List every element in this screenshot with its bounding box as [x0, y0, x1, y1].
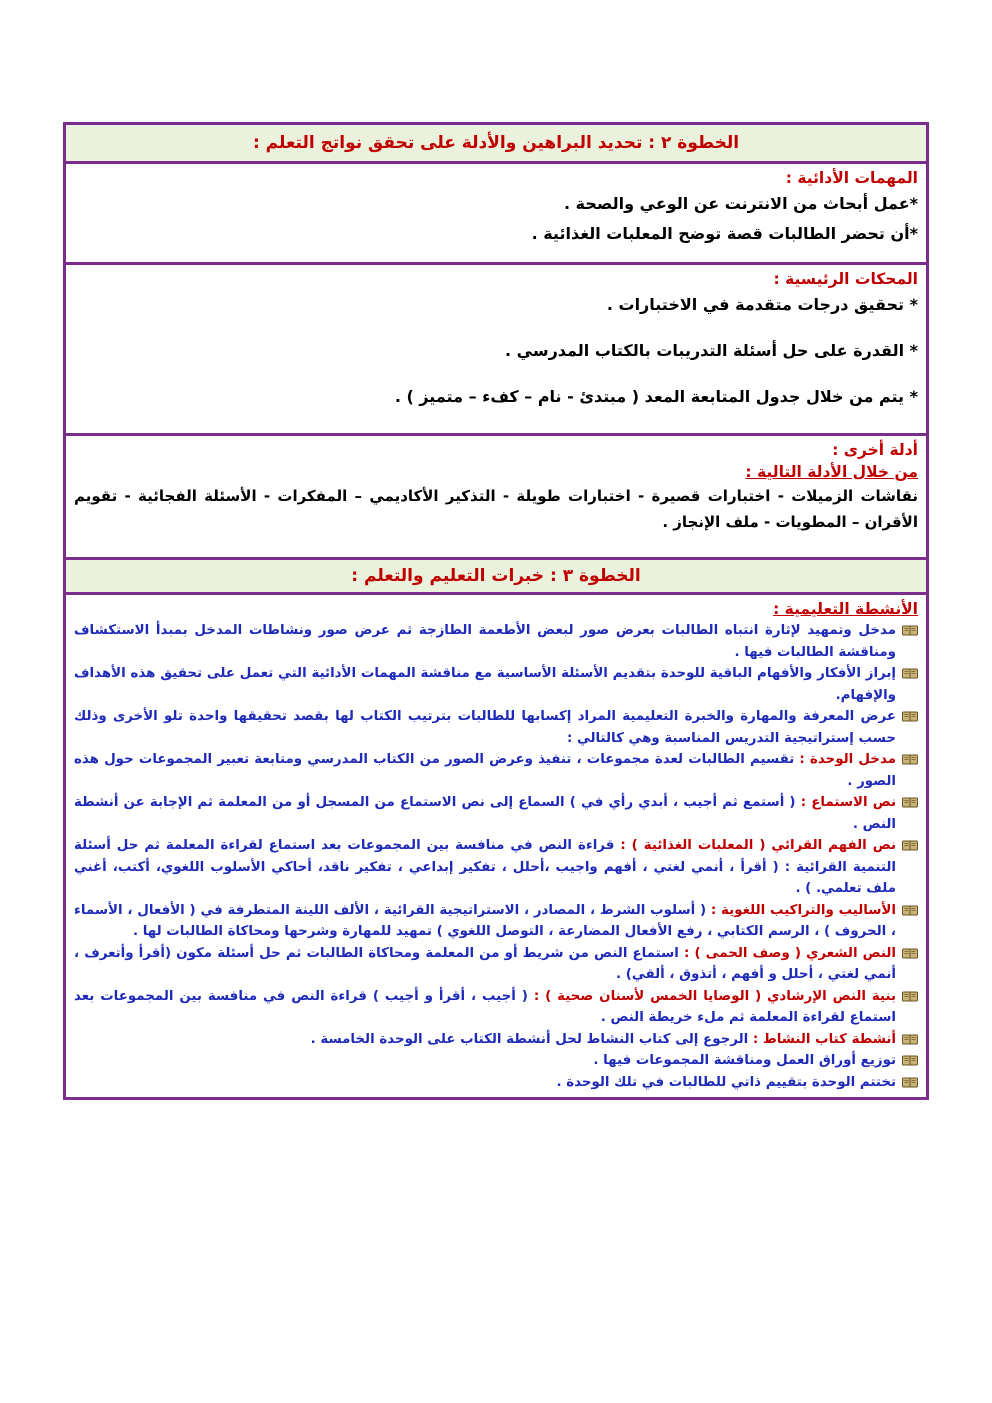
book-icon [902, 1055, 918, 1066]
other-evidence-subtitle: من خلال الأدلة التالية : [745, 463, 918, 481]
book-icon [902, 1077, 918, 1088]
book-icon [902, 754, 918, 765]
activity-item [74, 1050, 918, 1072]
activity-item [74, 1029, 918, 1051]
activity-label: بنية النص الإرشادي ( الوصايا الخمس لأسنان صحية ) : [533, 988, 896, 1004]
activity-text: تقسيم الطالبات لعدة مجموعات ، تنفيذ وعرض الصور من الكتاب المدرسي ومتابعة تعبير المجموعات حول هذه الصور . [74, 752, 896, 789]
other-evidence-text: نقاشات الزميلات - اختبارات قصيرة - اختبارات طويلة - التذكير الأكاديمي – المفكرات - الأسئلة الفجائية - تقويم الأقران – المطويات - ملف الإنجاز . [74, 487, 918, 531]
activity-item [74, 900, 918, 943]
activity-item [74, 835, 918, 900]
main-criteria-title: المحكات الرئيسية : [773, 270, 918, 288]
activities-list [74, 620, 918, 1093]
criteria-item: * تحقيق درجات متقدمة في الاختبارات . [606, 295, 918, 314]
activity-text: إبراز الأفكار والأفهام الباقية للوحدة بتقديم الأسئلة الأساسية مع مناقشة المهمات الأدائية التي تعمل على تحقيق هذه الأهداف والإفهام. [74, 666, 896, 703]
activity-item [74, 620, 918, 663]
book-icon [902, 905, 918, 916]
activity-label: النص الشعري ( وصف الحمى ) : [684, 945, 896, 961]
activity-text: الرجوع إلى كتاب النشاط لحل أنشطة الكتاب على الوحدة الخامسة . [310, 1031, 753, 1047]
activity-label: أنشطة كتاب النشاط : [752, 1031, 896, 1047]
step3-header [66, 560, 926, 595]
activity-item [74, 986, 918, 1029]
other-evidence-title: أدلة أخرى : [832, 441, 918, 459]
activity-label: الأساليب والتراكيب اللغوية : [710, 902, 896, 918]
activity-text: ( أسلوب الشرط ، المصادر ، الاستراتيجية القرائية ، الألف اللينة المتطرفة في ( الأفعال ، الأسماء ، الحروف ) ، الرسم الكتابي ، رفع الأفعال المضارعة ، التوصل اللغوي ) تمهيد للمهارة وشرحها ومحاكاة الطالبات لها . [74, 902, 896, 939]
activity-text: تختتم الوحدة بتقييم ذاتي للطالبات في تلك الوحدة . [556, 1074, 896, 1090]
plan-table [63, 122, 929, 1100]
activities-section [66, 595, 926, 1097]
criteria-item: * القدرة على حل أسئلة التدريبات بالكتاب المدرسي . [505, 341, 918, 360]
activity-text: قراءة النص في منافسة بين المجموعات بعد استماع لقراءة المعلمة ثم حل أسئلة التنمية القرائية : ( أقرأ ، أنمي لغتي ، أفهم واجيب ،أحلل ، تفكير إبداعي ، تفكير ناقد، أحاكي الأسلوب اللغوي، أكتب، أغني ملف تعلمي. ) . [74, 838, 896, 896]
task-item: *عمل أبحاث من الانترنت عن الوعي والصحة . [563, 194, 918, 213]
activity-label: نص الاستماع : [800, 795, 896, 810]
activity-text: مدخل وتمهيد لإثارة انتباه الطالبات بعرض صور لبعض الأطعمة الطازجة ثم عرض صور ونشاطات المدخل بمبدأ الاستكشاف ومناقشة الطالبات فيها . [74, 623, 896, 660]
book-icon [902, 797, 918, 808]
book-icon [902, 625, 918, 636]
activity-item [74, 749, 918, 792]
other-evidence-section [66, 436, 926, 560]
activity-item [74, 792, 918, 835]
activity-text: ( أجيب ، أقرأ و أجيب ) قراءة النص في منافسة بين المجموعات بعد استماع لقراءة المعلمة ثم ملء خريطة النص . [74, 988, 896, 1025]
activity-item [74, 1072, 918, 1094]
book-icon [902, 711, 918, 722]
activity-item [74, 706, 918, 749]
activity-label: مدخل الوحدة : [799, 752, 896, 767]
step2-header-text: الخطوة ٢ : تحديد البراهين والأدلة على تحقق نواتج التعلم : [252, 133, 740, 153]
activity-item [74, 663, 918, 706]
step3-header-text: الخطوة ٣ : خبرات التعليم والتعلم : [351, 566, 641, 586]
activity-item [74, 943, 918, 986]
book-icon [902, 1034, 918, 1045]
criteria-item: * يتم من خلال جدول المتابعة المعد ( مبتدئ - نام – كفء – متميز ) . [394, 387, 918, 406]
activity-text: عرض المعرفة والمهارة والخبرة التعليمية المراد إكسابها للطالبات بترتيب الكتاب لها بقصد تحقيقها واحدة تلو الأخرى وذلك حسب إستراتيجية التدريس المناسبة وهي كالتالي : [74, 709, 896, 746]
book-icon [902, 991, 918, 1002]
book-icon [902, 948, 918, 959]
activity-text: ( أستمع ثم أجيب ، أبدي رأي في ) السماع إلى نص الاستماع من المسجل أو من المعلمة ثم الإجابة عن أنشطة النص . [74, 795, 896, 832]
activity-text: توزيع أوراق العمل ومناقشة المجموعات فيها . [593, 1053, 896, 1068]
main-criteria-section [66, 265, 926, 436]
performance-tasks-title: المهمات الأدائية : [785, 169, 918, 187]
activities-title: الأنشطة التعليمية : [773, 600, 918, 618]
book-icon [902, 840, 918, 851]
book-icon [902, 668, 918, 679]
activity-text: استماع النص من شريط أو من المعلمة ومحاكاة الطالبات ثم حل أسئلة مكون (أقرأ وأتعرف ، أنمي لغتي ، أحلل و أفهم ، أتذوق ، ألقي) . [74, 945, 896, 982]
task-item: *أن تحضر الطالبات قصة توضح المعلبات الغذائية . [531, 224, 918, 243]
step2-header [66, 125, 926, 164]
activity-label: نص الفهم القرائي ( المعلبات الغذائية ) : [620, 838, 896, 853]
performance-tasks-section [66, 164, 926, 265]
